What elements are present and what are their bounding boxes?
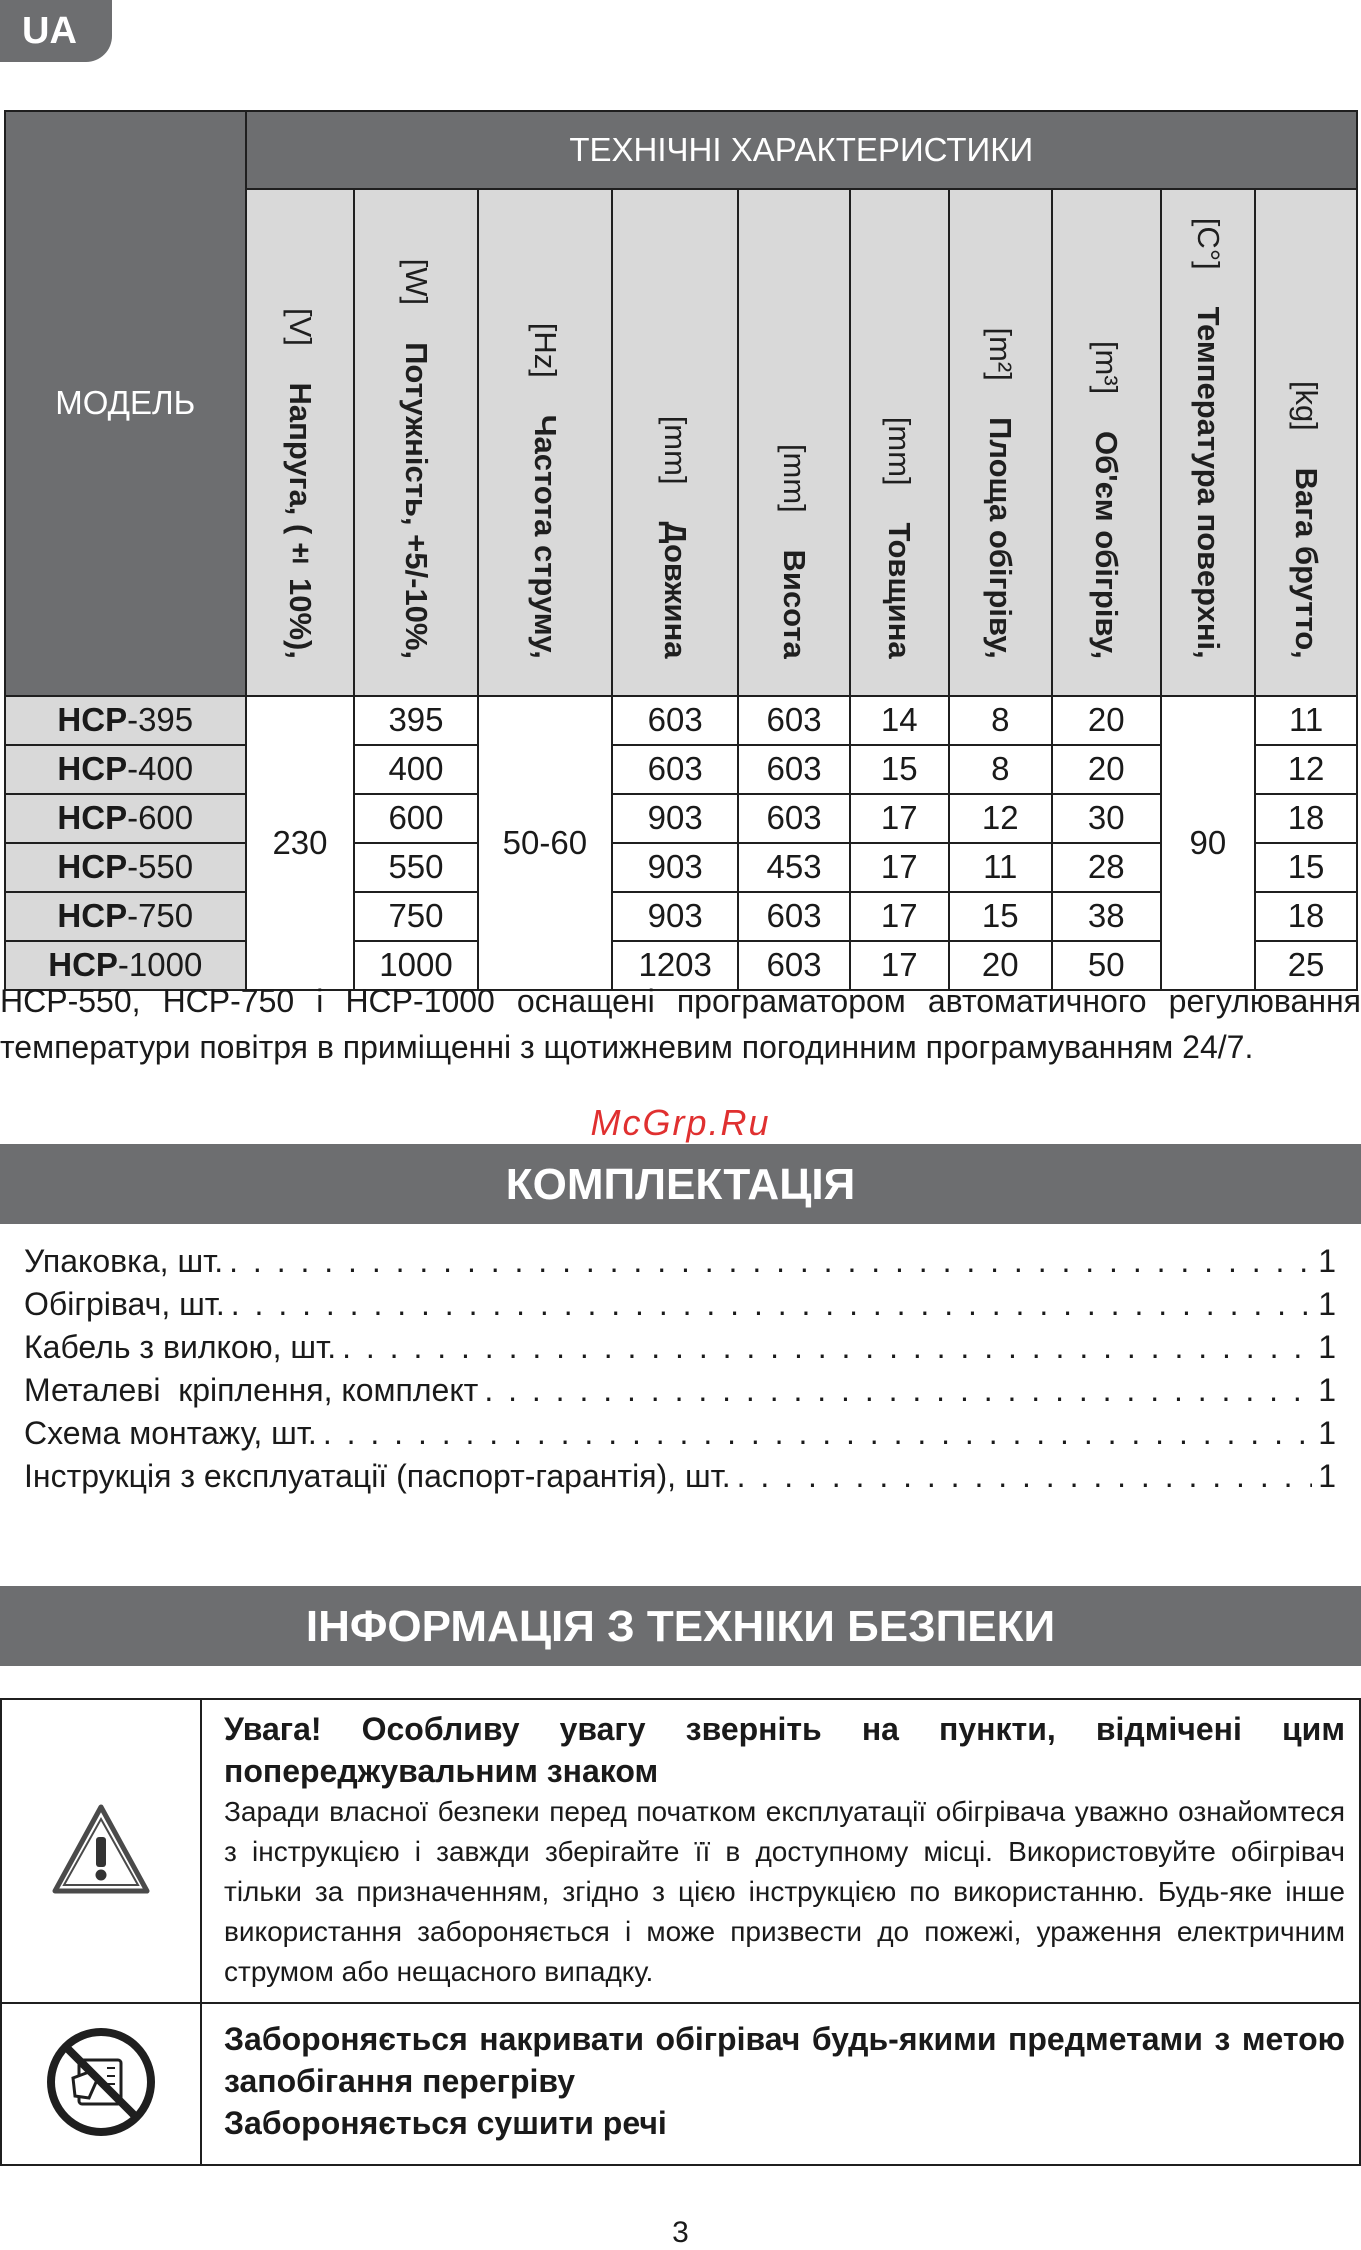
kit-item-qty: 1 bbox=[1318, 1243, 1336, 1279]
kit-item-qty: 1 bbox=[1318, 1286, 1336, 1322]
model-name: HCP-600 bbox=[5, 794, 246, 843]
length-value: 903 bbox=[612, 843, 738, 892]
table-row bbox=[5, 696, 1357, 745]
table-row bbox=[5, 892, 1357, 941]
language-badge: UA bbox=[0, 0, 112, 62]
kit-section-title: КОМПЛЕКТАЦІЯ bbox=[0, 1144, 1361, 1224]
area-value: 8 bbox=[949, 745, 1052, 794]
area-value: 11 bbox=[949, 843, 1052, 892]
table-row bbox=[5, 843, 1357, 892]
leader-dots bbox=[229, 1240, 1312, 1283]
power-value: 750 bbox=[354, 892, 477, 941]
frequency-value: 50-60 bbox=[478, 696, 613, 990]
note-line-1: HCP-550, HCP-750 і HCP-1000 оснащені програматором автоматичного регулювання bbox=[0, 983, 1361, 1019]
safety-row-no-covering bbox=[1, 2003, 1360, 2165]
table-row bbox=[5, 745, 1357, 794]
kit-item-name: Обігрівач, шт. bbox=[24, 1286, 225, 1322]
programmer-note bbox=[0, 978, 1361, 1070]
model-name: HCP-400 bbox=[5, 745, 246, 794]
col-header-voltage: Напруга, (± 10%), [V] bbox=[246, 189, 355, 696]
kit-item-name: Упаковка, шт. bbox=[24, 1243, 224, 1279]
length-value: 1203 bbox=[612, 941, 738, 990]
no-covering-icon-cell bbox=[1, 2003, 201, 2165]
length-value: 903 bbox=[612, 794, 738, 843]
length-value: 603 bbox=[612, 696, 738, 745]
kit-item-qty: 1 bbox=[1318, 1458, 1336, 1494]
volume-value: 20 bbox=[1052, 696, 1161, 745]
weight-value: 25 bbox=[1255, 941, 1357, 990]
kit-item-name: Металеві кріплення, комплект bbox=[24, 1372, 479, 1408]
col-header-surface-temp: Температура поверхні, [C°] bbox=[1161, 189, 1256, 696]
spec-table bbox=[4, 110, 1358, 991]
spec-table-title: ТЕХНІЧНІ ХАРАКТЕРИСТИКИ bbox=[246, 111, 1357, 189]
thickness-value: 17 bbox=[850, 843, 949, 892]
kit-item-name: Схема монтажу, шт. bbox=[24, 1415, 317, 1451]
volume-value: 28 bbox=[1052, 843, 1161, 892]
col-header-power: Потужність, +5/-10%, [W] bbox=[354, 189, 477, 696]
kit-item-qty: 1 bbox=[1318, 1372, 1336, 1408]
watermark: McGrp.Ru bbox=[590, 1102, 771, 1143]
thickness-value: 17 bbox=[850, 794, 949, 843]
weight-value: 15 bbox=[1255, 843, 1357, 892]
list-item bbox=[24, 1455, 1336, 1498]
warning-body: Заради власної безпеки перед початком експлуатації обігрівача уважно ознайомтеся з інструкцією і завжди зберігайте її в доступному місці. Використовуйте обігрівач тільки за призначенням, згідно з цією інструкцією по використанню. Будь-яке інше використання забороняється і може призвести до пожежі, ураження електричним струмом або нещасного випадку. bbox=[224, 1796, 1345, 1987]
safety-section-title: ІНФОРМАЦІЯ З ТЕХНІКИ БЕЗПЕКИ bbox=[0, 1586, 1361, 1666]
no-drying-heading: Забороняється сушити речі bbox=[224, 2105, 667, 2141]
weight-value: 11 bbox=[1255, 696, 1357, 745]
kit-item-name: Інструкція з експлуатації (паспорт-гарантія), шт. bbox=[24, 1458, 731, 1494]
list-item bbox=[24, 1412, 1336, 1455]
leader-dots bbox=[484, 1369, 1312, 1412]
col-header-area: Площа обігріву, [m²] bbox=[949, 189, 1052, 696]
kit-item-name: Кабель з вилкою, шт. bbox=[24, 1329, 337, 1365]
warning-icon-cell bbox=[1, 1699, 201, 2003]
list-item bbox=[24, 1240, 1336, 1283]
kit-item-qty: 1 bbox=[1318, 1329, 1336, 1365]
col-header-height: Висота [mm] bbox=[738, 189, 850, 696]
height-value: 603 bbox=[738, 941, 850, 990]
model-name: HCP-395 bbox=[5, 696, 246, 745]
warning-triangle-icon bbox=[51, 1803, 151, 1895]
warning-heading: Увага! Особливу увагу зверніть на пункти, відмічені цим попереджувальним знаком bbox=[224, 1711, 1345, 1789]
volume-value: 50 bbox=[1052, 941, 1161, 990]
length-value: 603 bbox=[612, 745, 738, 794]
model-name: HCP-1000 bbox=[5, 941, 246, 990]
area-value: 8 bbox=[949, 696, 1052, 745]
height-value: 603 bbox=[738, 696, 850, 745]
area-value: 12 bbox=[949, 794, 1052, 843]
list-item bbox=[24, 1283, 1336, 1326]
weight-value: 18 bbox=[1255, 794, 1357, 843]
power-value: 395 bbox=[354, 696, 477, 745]
list-item bbox=[24, 1326, 1336, 1369]
height-value: 603 bbox=[738, 794, 850, 843]
col-header-weight: Вага брутто, [kg] bbox=[1255, 189, 1357, 696]
no-covering-icon bbox=[45, 2026, 157, 2138]
leader-dots bbox=[323, 1412, 1312, 1455]
note-line-2: температури повітря в приміщенні з щотижневим погодинним програмуванням 24/7. bbox=[0, 1029, 1254, 1065]
volume-value: 38 bbox=[1052, 892, 1161, 941]
col-header-frequency: Частота струму, [Hz] bbox=[478, 189, 613, 696]
kit-list bbox=[24, 1240, 1336, 1498]
thickness-value: 17 bbox=[850, 892, 949, 941]
surface-temp-value: 90 bbox=[1161, 696, 1256, 990]
leader-dots bbox=[737, 1455, 1313, 1498]
power-value: 1000 bbox=[354, 941, 477, 990]
warning-text-cell bbox=[201, 1699, 1360, 2003]
kit-item-qty: 1 bbox=[1318, 1415, 1336, 1451]
volume-value: 20 bbox=[1052, 745, 1161, 794]
safety-table bbox=[0, 1698, 1361, 2166]
col-header-thickness: Товщина [mm] bbox=[850, 189, 949, 696]
col-header-length: Довжина [mm] bbox=[612, 189, 738, 696]
table-row bbox=[5, 794, 1357, 843]
list-item bbox=[24, 1369, 1336, 1412]
no-covering-heading: Забороняється накривати обігрівач будь-якими предметами з метою запобігання перегріву bbox=[224, 2021, 1345, 2099]
power-value: 550 bbox=[354, 843, 477, 892]
weight-value: 18 bbox=[1255, 892, 1357, 941]
no-covering-text-cell bbox=[201, 2003, 1360, 2165]
safety-row-warning bbox=[1, 1699, 1360, 2003]
area-value: 20 bbox=[949, 941, 1052, 990]
height-value: 603 bbox=[738, 745, 850, 794]
thickness-value: 15 bbox=[850, 745, 949, 794]
thickness-value: 14 bbox=[850, 696, 949, 745]
model-name: HCP-550 bbox=[5, 843, 246, 892]
leader-dots bbox=[342, 1326, 1312, 1369]
col-header-volume: Об'єм обігріву, [m³] bbox=[1052, 189, 1161, 696]
power-value: 400 bbox=[354, 745, 477, 794]
leader-dots bbox=[231, 1283, 1312, 1326]
volume-value: 30 bbox=[1052, 794, 1161, 843]
weight-value: 12 bbox=[1255, 745, 1357, 794]
model-column-header: МОДЕЛЬ bbox=[5, 111, 246, 696]
height-value: 453 bbox=[738, 843, 850, 892]
model-name: HCP-750 bbox=[5, 892, 246, 941]
voltage-value: 230 bbox=[246, 696, 355, 990]
power-value: 600 bbox=[354, 794, 477, 843]
length-value: 903 bbox=[612, 892, 738, 941]
area-value: 15 bbox=[949, 892, 1052, 941]
page-number: 3 bbox=[672, 2216, 689, 2249]
height-value: 603 bbox=[738, 892, 850, 941]
thickness-value: 17 bbox=[850, 941, 949, 990]
